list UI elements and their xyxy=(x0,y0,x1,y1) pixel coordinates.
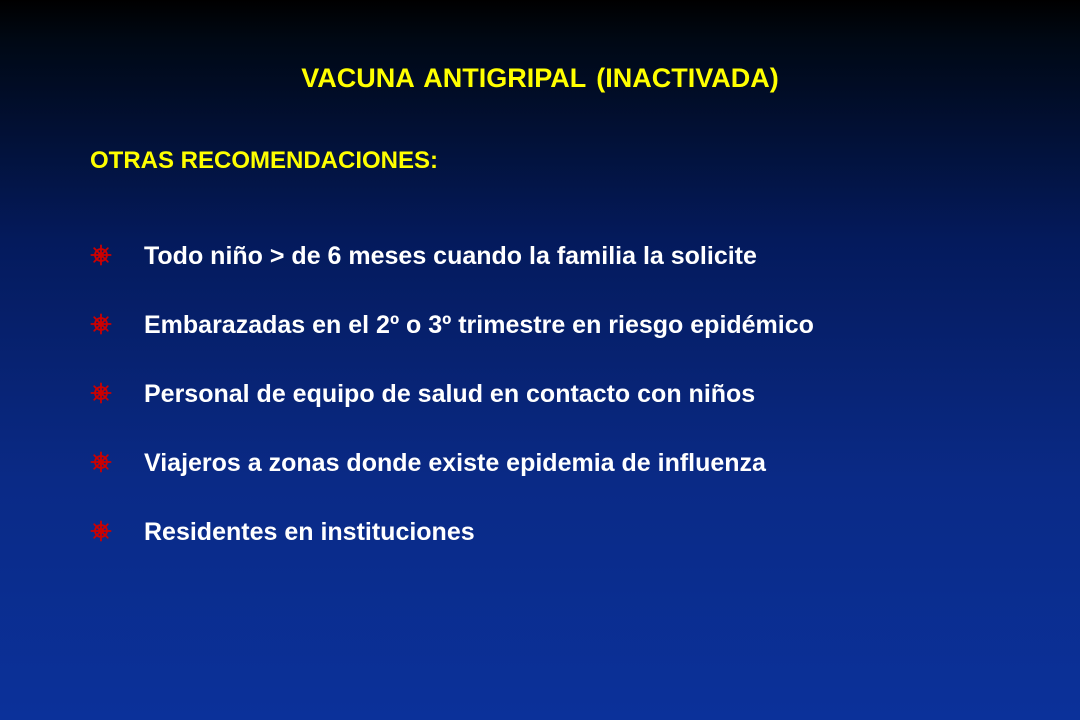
bullet-text: Embarazadas en el 2º o 3º trimestre en riesgo epidémico xyxy=(144,311,814,339)
list-item xyxy=(90,309,814,378)
ship-wheel-icon xyxy=(90,451,112,473)
bullet-text: Personal de equipo de salud en contacto con niños xyxy=(144,380,756,408)
bullet-list xyxy=(90,240,814,585)
ship-wheel-icon xyxy=(90,520,112,542)
bullet-text: Viajeros a zonas donde existe epidemia de influenza xyxy=(144,449,766,477)
ship-wheel-icon xyxy=(90,313,112,335)
bullet-text: Todo niño > de 6 meses cuando la familia la solicite xyxy=(144,242,757,270)
list-item xyxy=(90,378,814,447)
list-item xyxy=(90,240,814,309)
list-item xyxy=(90,447,814,516)
ship-wheel-icon xyxy=(90,382,112,404)
slide-subtitle: OTRAS RECOMENDACIONES: xyxy=(90,147,439,174)
list-item xyxy=(90,516,814,585)
slide-title: VACUNA ANTIGRIPAL (INACTIVADA) xyxy=(301,63,779,93)
ship-wheel-icon xyxy=(90,244,112,266)
bullet-text: Residentes en instituciones xyxy=(144,518,475,546)
